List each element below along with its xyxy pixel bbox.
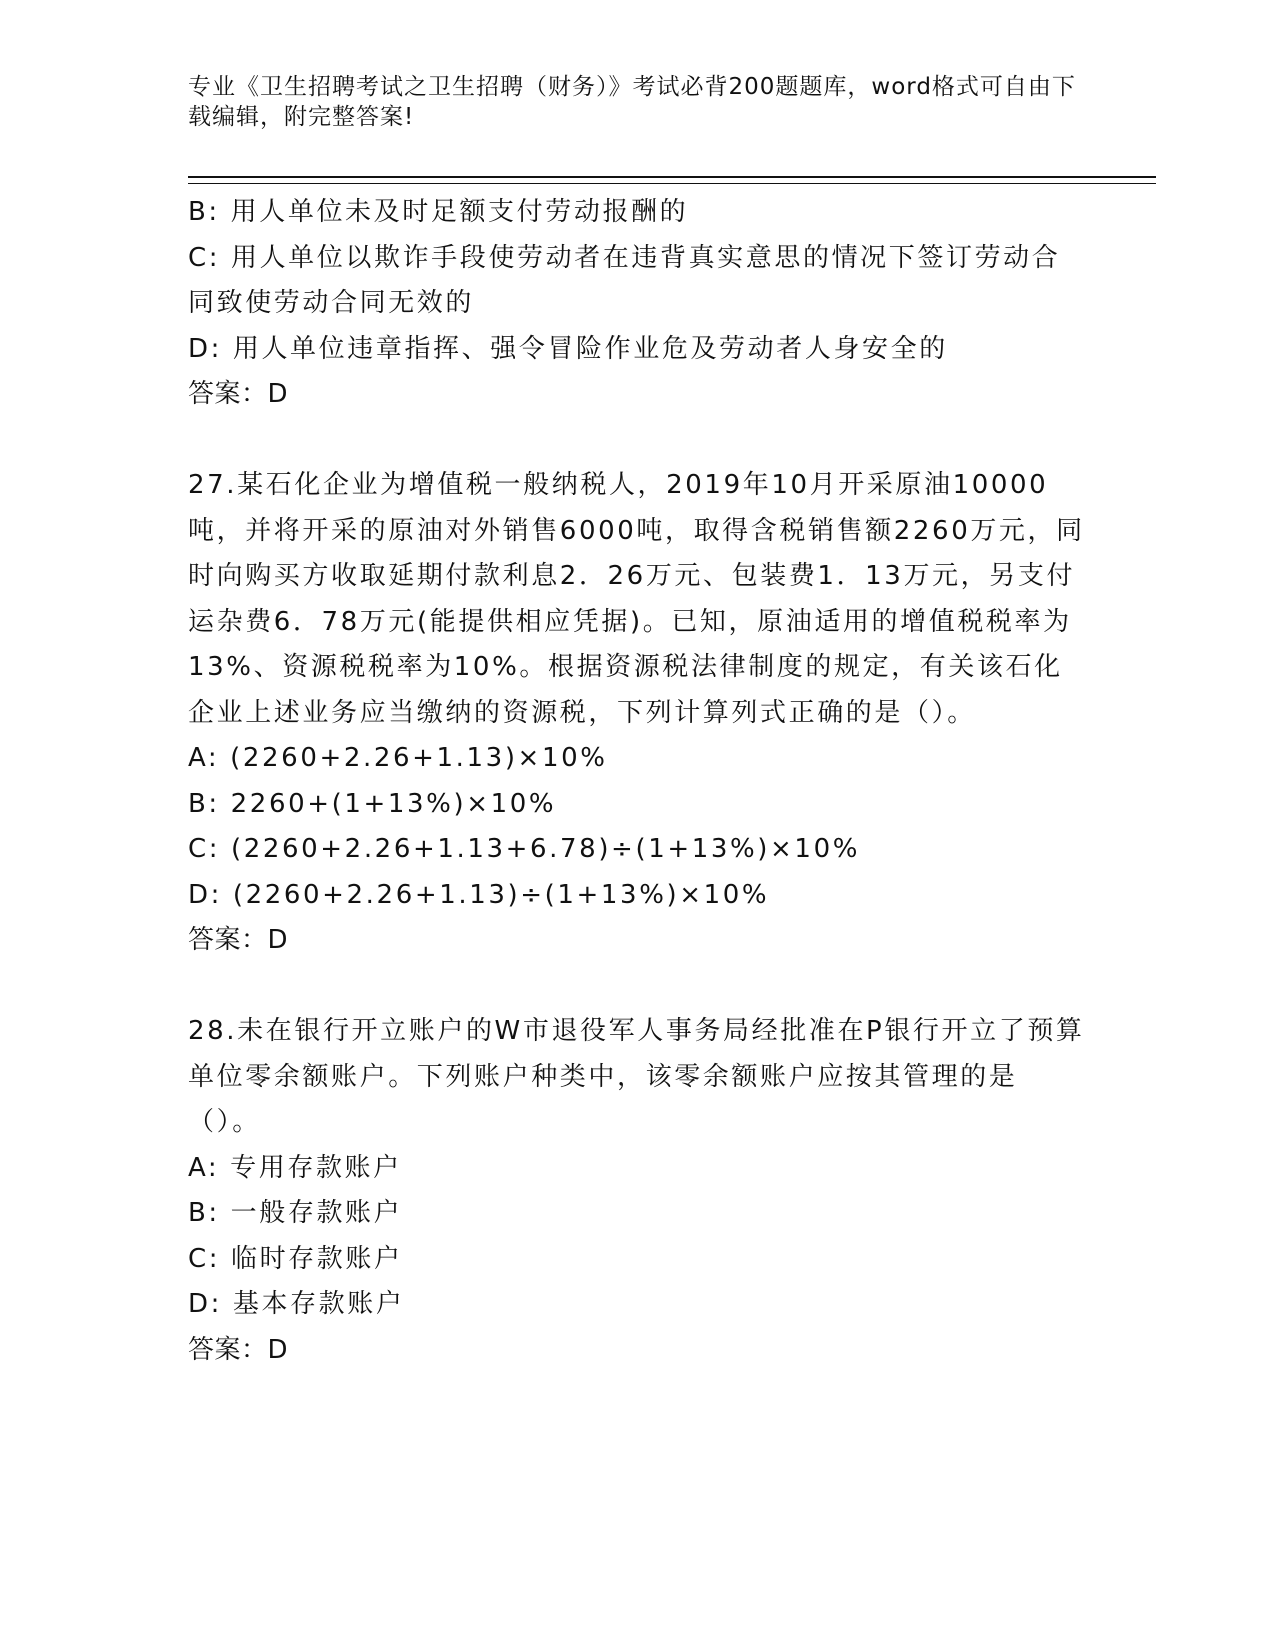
question-28 [188,1009,1088,1373]
option-d: D: (2260+2.26+1.13)÷(1+13%)×10% [188,879,770,910]
question-stem: 27.某石化企业为增值税一般纳税人，2019年10月开采原油10000吨，并将开采的原油对外销售6000吨，取得含税销售额2260万元，同时向购买方收取延期付款利息2．26万元、包装费1．13万元，另支付运杂费6．78万元(能提供相应凭据)。已知，原油适用的增值税税率为13%、资源税税率为10%。根据资源税法律制度的规定，有关该石化企业上述业务应当缴纳的资源税，下列计算列式正确的是（）。 [188,470,1085,728]
option-a: A: (2260+2.26+1.13)×10% [188,743,608,773]
option-c: C: 用人单位以欺诈手段使劳动者在违背真实意思的情况下签订劳动合同致使劳动合同无效的 [188,242,1061,318]
question-stem: 28.未在银行开立账户的W市退役军人事务局经批准在P银行开立了预算单位零余额账户。下列账户种类中，该零余额账户应按其管理的是（）。 [188,1016,1085,1137]
option-d: D: 用人单位违章指挥、强令冒险作业危及劳动者人身安全的 [188,333,948,364]
question-27 [188,463,1088,964]
option-c: C: (2260+2.26+1.13+6.78)÷(1+13%)×10% [188,834,861,864]
question-26-continued [188,190,1088,418]
answer: 答案：D [188,379,289,409]
option-b: B: 用人单位未及时足额支付劳动报酬的 [188,197,689,227]
page-header: 专业《卫生招聘考试之卫生招聘（财务）》考试必背200题题库，word格式可自由下载编辑，附完整答案! [188,74,1076,130]
option-a: A: 专用存款账户 [188,1152,402,1183]
option-d: D: 基本存款账户 [188,1289,405,1319]
option-c: C: 临时存款账户 [188,1243,403,1274]
option-b: B: 一般存款账户 [188,1198,403,1228]
answer: 答案：D [188,1334,289,1365]
document-body [188,190,1088,1373]
answer: 答案：D [188,925,289,955]
spacer [188,964,1088,1010]
spacer [188,418,1088,464]
option-b: B: 2260+(1+13%)×10% [188,788,557,819]
header-divider [188,176,1156,184]
